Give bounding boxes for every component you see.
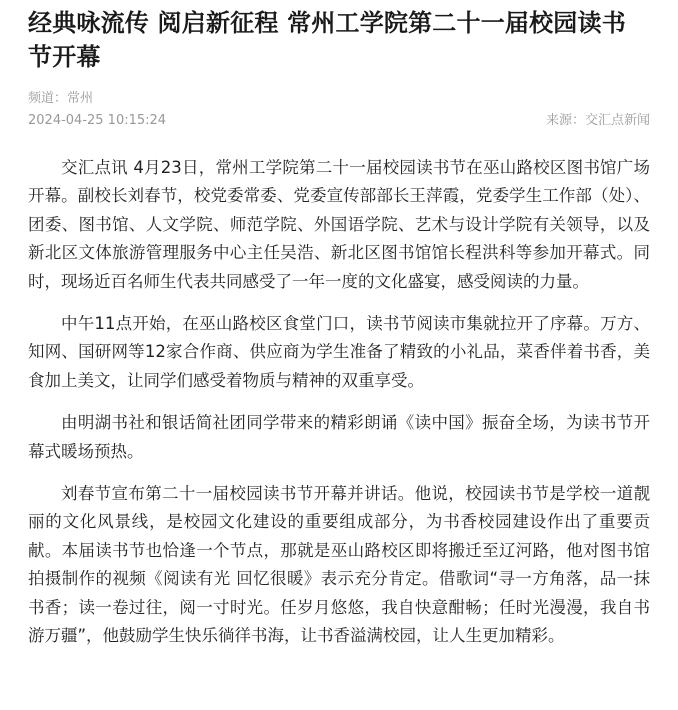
channel-link[interactable]: 常州 <box>67 91 94 106</box>
datetime-source-row <box>28 110 650 132</box>
source <box>546 110 650 132</box>
source-label: 来源： <box>545 113 585 128</box>
article-body <box>28 154 650 651</box>
paragraph: 刘春节宣布第二十一届校园读书节开幕并讲话。他说，校园读书节是学校一道靓丽的文化风景线，是校园文化建设的重要组成部分，为书香校园建设作出了重要贡献。本届读书节也恰逢一个节点，那就是巫山路校区即将搬迁至辽河路，他对图书馆拍摄制作的视频《阅读有光 回忆很暖》表示充分肯定。借歌词“寻一方角落，品一抹书香；读一卷过往，阅一寸时光。任岁月悠悠，我自快意酣畅；任时光漫漫，我自书游万疆”，他鼓励学生快乐徜徉书海，让书香溢满校园，让人生更加精彩。 <box>28 484 650 646</box>
paragraph: 中午11点开始，在巫山路校区食堂门口，读书节阅读市集就拉开了序幕。万方、知网、国研网等12家合作商、供应商为学生准备了精致的小礼品，菜香伴着书香，美食加上美文，让同学们感受着物质与精神的双重享受。 <box>28 314 650 390</box>
channel-row <box>28 88 650 110</box>
paragraph: 由明湖书社和银话简社团同学带来的精彩朗诵《读中国》振奋全场，为读书节开幕式暖场预热。 <box>28 413 650 461</box>
article-meta <box>28 88 650 132</box>
channel <box>28 88 93 110</box>
source-value: 交汇点新闻 <box>584 113 650 128</box>
channel-label: 频道： <box>28 91 68 106</box>
paragraph: 交汇点讯 4月23日，常州工学院第二十一届校园读书节在巫山路校区图书馆广场开幕。副校长刘春节，校党委常委、党委宣传部部长王萍霞，党委学生工作部（处）、团委、图书馆、人文学院、师范学院、外国语学院、艺术与设计学院有关领导，以及新北区文体旅游管理服务中心主任吴浩、新北区图书馆馆长程洪科等参加开幕式。同时，现场近百名师生代表共同感受了一年一度的文化盛宴，感受阅读的力量。 <box>28 158 650 291</box>
article-title: 经典咏流传 阅启新征程 常州工学院第二十一届校园读书节开幕 <box>28 9 626 71</box>
publish-datetime: 2024-04-25 10:15:24 <box>28 113 167 128</box>
